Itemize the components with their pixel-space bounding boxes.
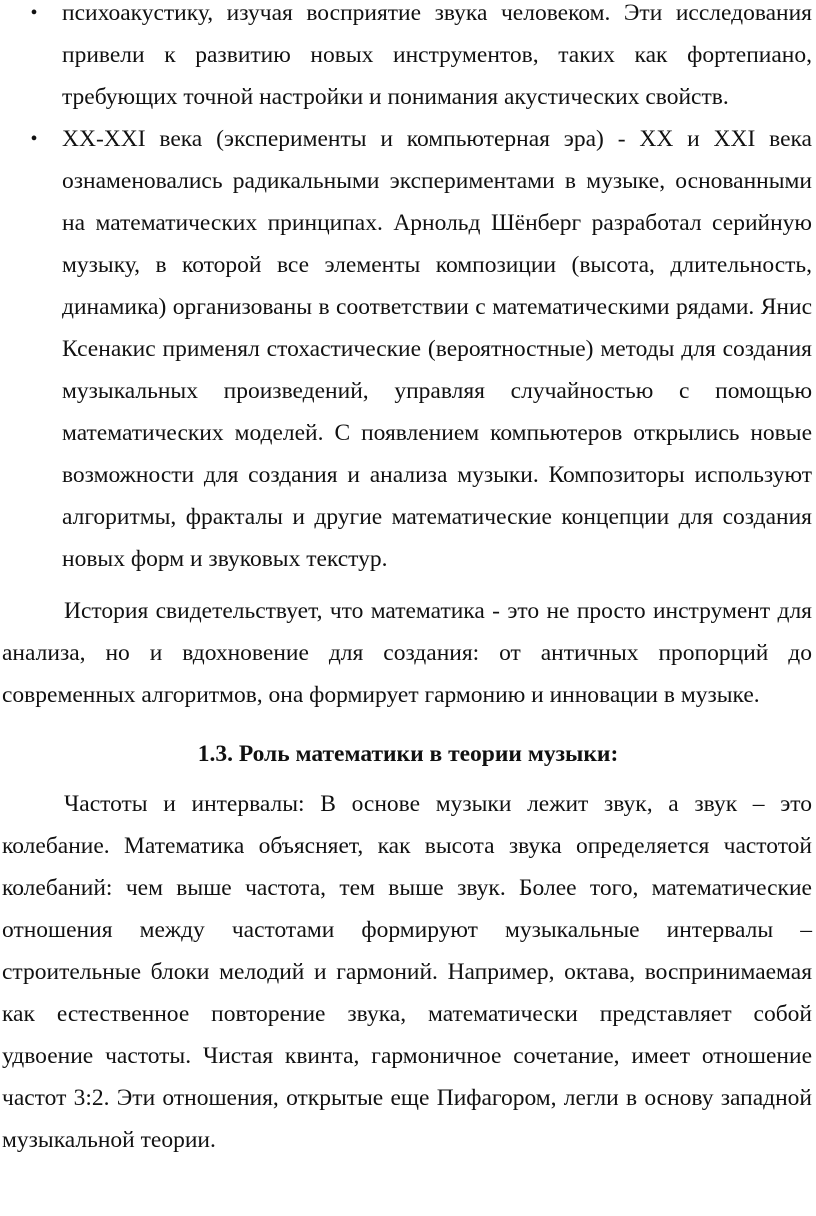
section-heading: 1.3. Роль математики в теории музыки: <box>197 741 619 767</box>
list-item-psychoacoustics <box>0 0 816 118</box>
bullet-marker: • <box>30 2 38 24</box>
section-paragraph: Частоты и интервалы: В основе музыки лежит звук, а звук – это колебание. Математика объясняет, как высота звука определяется частотой колебаний: чем выше частота, тем выше звук. Более того, математические отношения между частотами формируют музыкальные интервалы – строительные блоки мелодий и гармоний. Например, октава, воспринимаемая как естественное повторение звука, математически представляет собой удвоение частоты. Чистая квинта, гармоничное сочетание, имеет отношение частот 3:2. Эти отношения, открытые еще Пифагором, легли в основу западной музыкальной теории. <box>2 791 812 1153</box>
list-item-text: XX-XXI века (эксперименты и компьютерная эра) - XX и XXI века ознаменовались радикальными экспериментами в музыке, основанными на математических принципах. Арнольд Шёнберг разработал серийную музыку, в которой все элементы композиции (высота, длительность, динамика) организованы в соответствии с математическими рядами. Янис Ксенакис применял стохастические (вероятностные) методы для создания музыкальных произведений, управляя случайностью с помощью математических моделей. С появлением компьютеров открылись новые возможности для создания и анализа музыки. Композиторы используют алгоритмы, фракталы и другие математические концепции для создания новых форм и звуковых текстур. <box>62 126 812 572</box>
list-item-text: психоакустику, изучая восприятие звука человеком. Эти исследования привели к развитию новых инструментов, таких как фортепиано, требующих точной настройки и понимания акустических свойств. <box>62 0 812 110</box>
conclusion-paragraph: История свидетельствует, что математика - это не просто инструмент для анализа, но и вдохновение для создания: от античных пропорций до современных алгоритмов, она формирует гармонию и инновации в музыке. <box>2 598 812 708</box>
list-item-20th-21st-century <box>0 118 816 580</box>
bullet-marker: • <box>30 128 38 150</box>
